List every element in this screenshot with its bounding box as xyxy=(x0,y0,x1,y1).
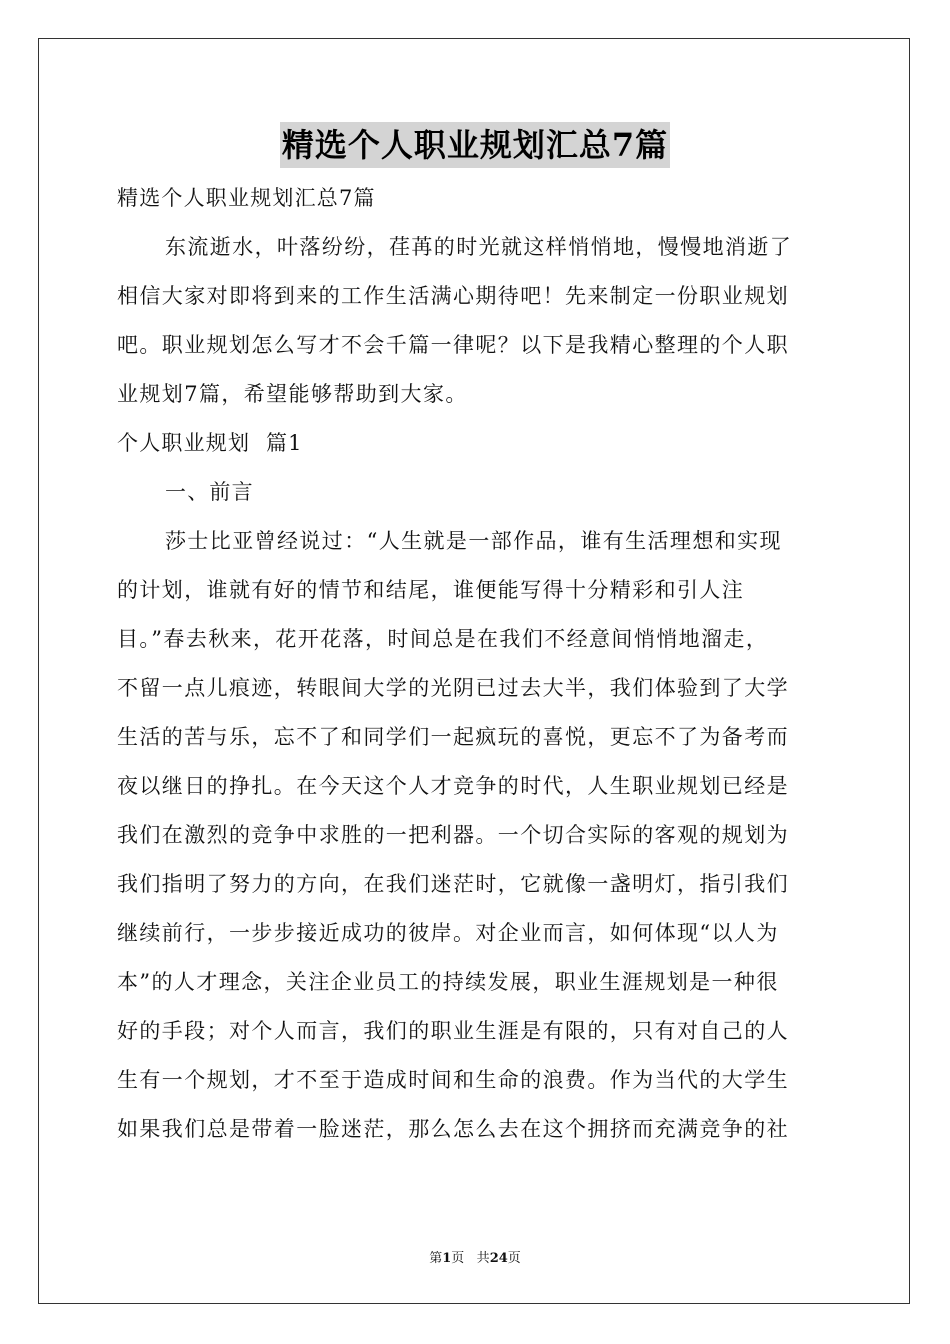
intro-line: 吧。职业规划怎么写才不会千篇一律呢？以下是我精心整理的个人职 xyxy=(117,333,789,357)
document-subtitle: 精选个人职业规划汇总7篇 xyxy=(117,186,376,210)
page-footer xyxy=(0,1247,950,1266)
body-line: 好的手段；对个人而言，我们的职业生涯是有限的，只有对自己的人 xyxy=(117,1019,789,1043)
body-line: 本”的人才理念，关注企业员工的持续发展，职业生涯规划是一种很 xyxy=(117,970,779,994)
body-line: 生活的苦与乐，忘不了和同学们一起疯玩的喜悦，更忘不了为备考而 xyxy=(117,725,789,749)
document-title: 精选个人职业规划汇总7篇 xyxy=(280,122,670,168)
body-line: 莎士比亚曾经说过：“人生就是一部作品，谁有生活理想和实现 xyxy=(165,529,782,553)
body-line: 不留一点儿痕迹，转眼间大学的光阴已过去大半，我们体验到了大学 xyxy=(117,676,789,700)
section-heading: 个人职业规划 篇1 xyxy=(117,431,303,455)
body-line: 目。”春去秋来，花开花落，时间总是在我们不经意间悄悄地溜走， xyxy=(117,627,769,651)
body-paragraph xyxy=(117,517,833,1154)
document-body xyxy=(117,122,833,1154)
body-line: 夜以继日的挣扎。在今天这个人才竞争的时代，人生职业规划已经是 xyxy=(117,774,789,798)
intro-line: 东流逝水，叶落纷纷，荏苒的时光就这样悄悄地，慢慢地消逝了 xyxy=(165,235,793,259)
subsection-heading: 一、前言 xyxy=(165,480,254,504)
total-pages: 24 xyxy=(489,1251,508,1266)
body-line: 的计划，谁就有好的情节和结尾，谁便能写得十分精彩和引人注 xyxy=(117,578,745,602)
body-line: 我们指明了努力的方向，在我们迷茫时，它就像一盏明灯，指引我们 xyxy=(117,872,789,896)
title-container xyxy=(117,122,833,174)
total-prefix: 共 xyxy=(476,1251,490,1266)
body-line: 如果我们总是带着一脸迷茫，那么怎么去在这个拥挤而充满竞争的社 xyxy=(117,1117,789,1141)
body-line: 生有一个规划，才不至于造成时间和生命的浪费。作为当代的大学生 xyxy=(117,1068,789,1092)
total-suffix: 页 xyxy=(507,1251,521,1266)
page-prefix: 第 xyxy=(429,1251,443,1266)
intro-line: 业规划7篇，希望能够帮助到大家。 xyxy=(117,382,468,406)
intro-line: 相信大家对即将到来的工作生活满心期待吧！先来制定一份职业规划 xyxy=(117,284,789,308)
intro-paragraph xyxy=(117,223,833,419)
body-line: 我们在激烈的竞争中求胜的一把利器。一个切合实际的客观的规划为 xyxy=(117,823,789,847)
body-line: 继续前行，一步步接近成功的彼岸。对企业而言，如何体现“以人为 xyxy=(117,921,779,945)
page-suffix: 页 xyxy=(451,1251,465,1266)
page-number: 1 xyxy=(442,1251,452,1266)
